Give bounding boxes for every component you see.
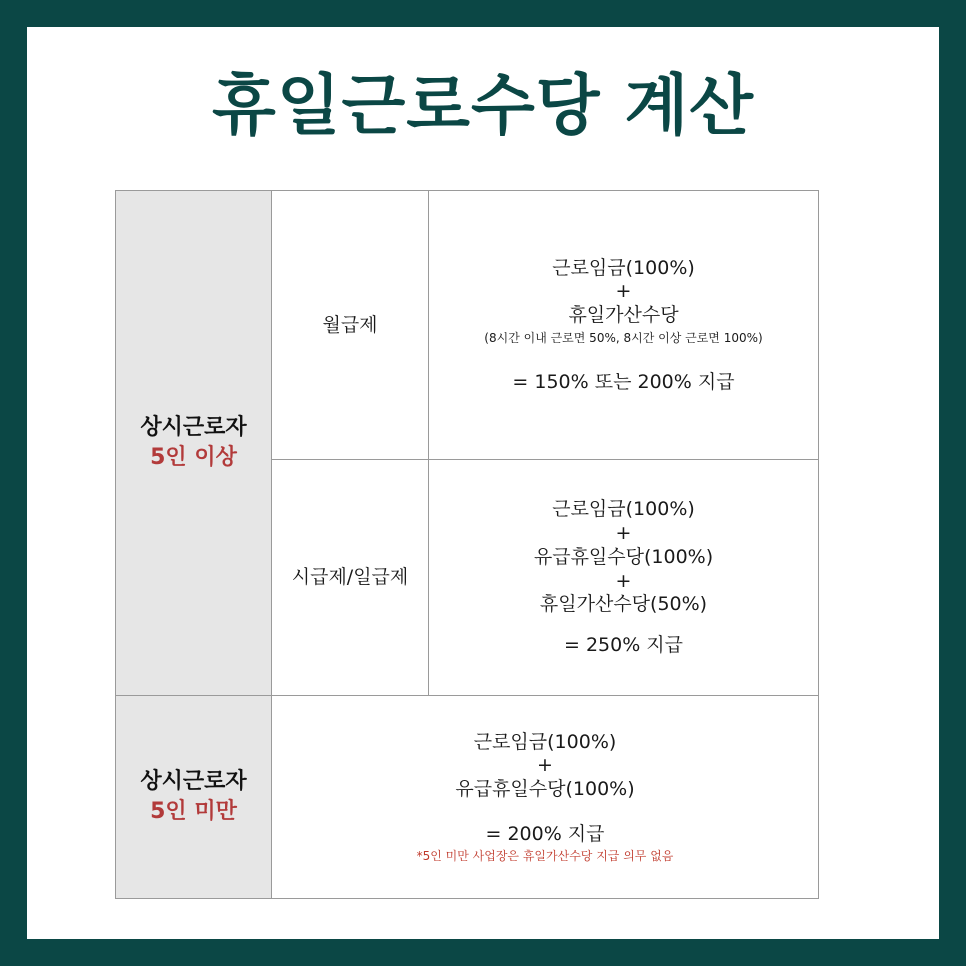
category-size: 5인 미만 xyxy=(150,799,237,824)
plus-sign: + xyxy=(537,754,553,777)
footnote: *5인 미만 사업장은 휴일가산수당 지급 의무 없음 xyxy=(416,849,674,864)
formula-line: 근로임금(100%) xyxy=(552,498,695,521)
formula-note: (8시간 이내 근로면 50%, 8시간 이상 근로면 100%) xyxy=(484,330,763,345)
plus-sign: + xyxy=(615,569,632,592)
formula-line: 휴일가산수당 xyxy=(568,304,679,327)
category-5-or-more xyxy=(116,191,272,696)
table-row-monthly xyxy=(116,191,819,460)
table-row-under-5 xyxy=(116,696,819,899)
formula-under-5 xyxy=(272,696,819,899)
formula-line: 유급휴일수당(100%) xyxy=(533,545,714,568)
category-label: 상시근로자 xyxy=(140,415,247,441)
formula-result: = 250% 지급 xyxy=(563,633,684,656)
formula-hourly xyxy=(429,460,819,696)
plus-sign: + xyxy=(615,522,632,545)
formula-line: 휴일가산수당(50%) xyxy=(539,593,708,616)
pay-type-hourly-daily: 시급제/일급제 xyxy=(272,460,429,696)
category-label: 상시근로자 xyxy=(140,769,247,795)
formula-monthly xyxy=(429,191,819,460)
page-title: 휴일근로수당 계산 xyxy=(211,67,755,144)
formula-line: 근로임금(100%) xyxy=(473,730,617,753)
formula-line: 유급휴일수당(100%) xyxy=(455,778,635,801)
pay-type-monthly: 월급제 xyxy=(272,191,429,460)
category-size: 5인 이상 xyxy=(150,445,237,470)
wage-calculation-table xyxy=(115,190,819,899)
formula-result: = 150% 또는 200% 지급 xyxy=(512,370,735,393)
formula-line: 근로임금(100%) xyxy=(552,256,695,279)
formula-result: = 200% 지급 xyxy=(485,822,605,845)
category-under-5 xyxy=(116,696,272,899)
plus-sign: + xyxy=(615,280,632,303)
